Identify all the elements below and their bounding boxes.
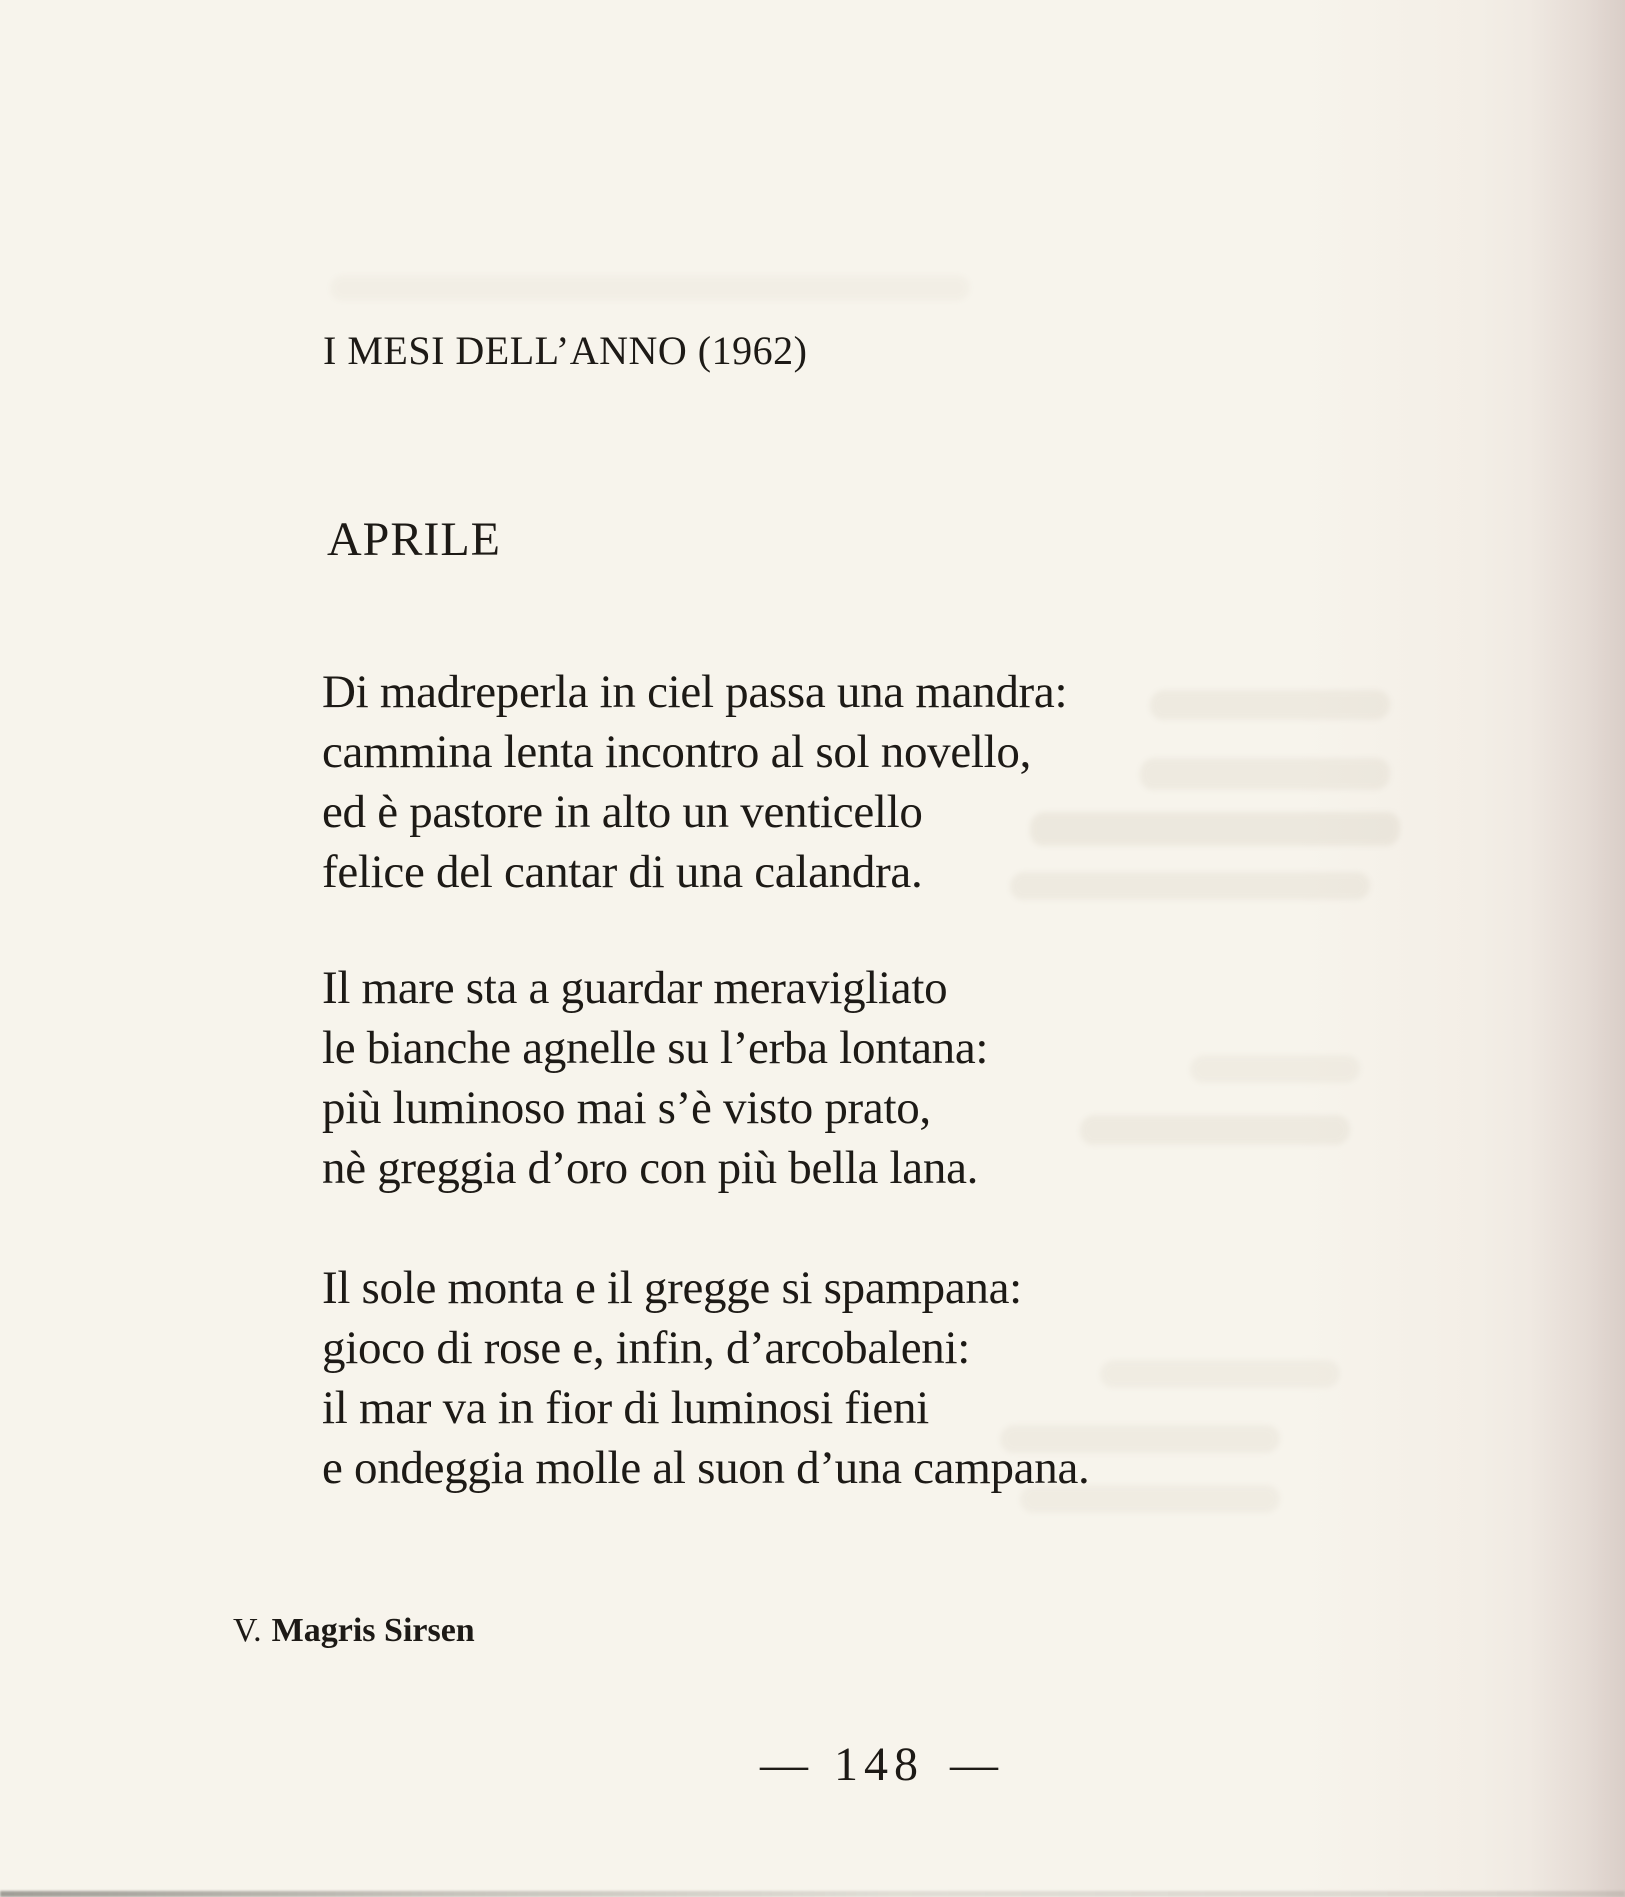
poem-line: Il sole monta e il gregge si spampana:	[322, 1262, 1022, 1314]
folio-dash-left: —	[760, 1738, 808, 1791]
poem-line: Il mare sta a guardar meravigliato	[322, 962, 948, 1014]
poem-line: Di madreperla in ciel passa una mandra:	[322, 666, 1068, 718]
author-name: Magris Sirsen	[271, 1612, 475, 1649]
series-title: I MESI DELL’ANNO (1962)	[323, 328, 808, 373]
poem-line: gioco di rose e, infin, d’arcobaleni:	[322, 1322, 970, 1374]
show-through-ghost	[1029, 812, 1400, 846]
show-through-ghost	[1079, 1115, 1350, 1145]
poem-line: il mar va in fior di luminosi fieni	[322, 1382, 929, 1434]
scan-bottom-edge	[0, 1891, 1625, 1897]
poem-line: ed è pastore in alto un venticello	[322, 786, 923, 838]
author-attribution	[233, 1611, 475, 1651]
author-prefix: V.	[233, 1612, 262, 1649]
poem-line: e ondeggia molle al suon d’una campana.	[322, 1442, 1090, 1494]
stanza	[322, 958, 988, 1198]
show-through-ghost	[1190, 1055, 1361, 1083]
show-through-ghost	[1149, 690, 1390, 720]
poem-title: APRILE	[327, 513, 501, 566]
show-through-ghost	[1100, 1360, 1341, 1388]
folio-dash-right: —	[950, 1738, 998, 1791]
poem-line: nè greggia d’oro con più bella lana.	[322, 1142, 979, 1194]
show-through-ghost	[1139, 758, 1390, 790]
poem-line: cammina lenta incontro al sol novello,	[322, 726, 1032, 778]
show-through-ghost	[330, 275, 971, 301]
poem-line: le bianche agnelle su l’erba lontana:	[322, 1022, 989, 1074]
page-number	[760, 1739, 998, 1791]
folio-number: 148	[834, 1738, 924, 1791]
poem-line: felice del cantar di una calandra.	[322, 846, 923, 898]
poem-line: più luminoso mai s’è visto prato,	[322, 1082, 931, 1134]
stanza	[322, 1258, 1089, 1498]
stanza	[322, 662, 1067, 902]
page-curl-shadow	[1530, 0, 1625, 1897]
